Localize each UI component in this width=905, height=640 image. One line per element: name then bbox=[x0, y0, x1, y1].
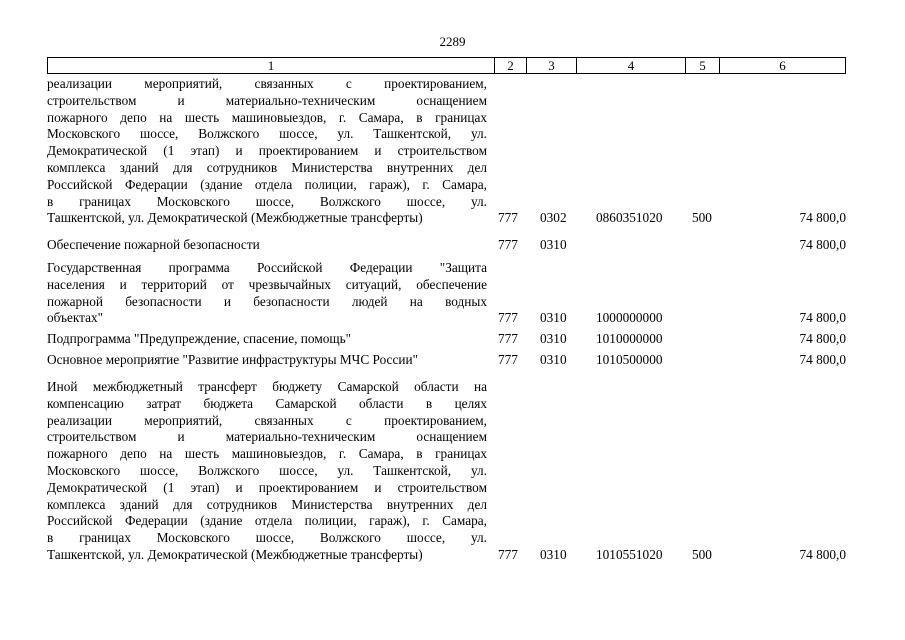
desc-line: в границах Московского шоссе, Волжского шоссе, ул. bbox=[47, 530, 487, 546]
desc-line: реализации мероприятий, связанных с проектированием, bbox=[47, 412, 487, 428]
cell-expense-type: 500 bbox=[692, 547, 712, 562]
cell-amount: 74 800,0 bbox=[799, 237, 846, 252]
desc-line: Государственная программа Российской Федерации "Защита bbox=[47, 260, 487, 275]
header-col-1: 1 bbox=[48, 58, 495, 73]
cell-section-code: 0310 bbox=[540, 237, 567, 252]
row-description bbox=[47, 352, 487, 369]
row-description bbox=[47, 379, 487, 564]
desc-line: пожарного депо на шесть машиновыездов, г. Самара, в границах bbox=[47, 109, 487, 125]
row-description bbox=[47, 237, 487, 254]
desc-line: комплекса зданий для сотрудников Министерства внутренних дел bbox=[47, 159, 487, 175]
desc-line: Основное мероприятие "Развитие инфраструктуры МЧС России" bbox=[47, 352, 419, 367]
desc-line: комплекса зданий для сотрудников Министерства внутренних дел bbox=[47, 496, 487, 512]
header-col-4: 4 bbox=[577, 58, 686, 73]
cell-section-code: 0310 bbox=[540, 352, 567, 367]
desc-line: реализации мероприятий, связанных с проектированием, bbox=[47, 76, 487, 91]
header-col-2: 2 bbox=[495, 58, 527, 73]
cell-expense-type: 500 bbox=[692, 210, 712, 225]
cell-section-code: 0310 bbox=[540, 331, 567, 346]
table-row bbox=[47, 352, 846, 370]
desc-line: Обеспечение пожарной безопасности bbox=[47, 237, 260, 252]
desc-line: Иной межбюджетный трансферт бюджету Самарской области на bbox=[47, 379, 487, 394]
cell-target-code: 1010500000 bbox=[596, 352, 663, 367]
cell-amount: 74 800,0 bbox=[799, 331, 846, 346]
header-col-6: 6 bbox=[779, 58, 786, 73]
desc-line: Ташкентской, ул. Демократической (Межбюджетные трансферты) bbox=[47, 210, 423, 226]
cell-target-code: 1010000000 bbox=[596, 331, 663, 346]
page-number: 2289 bbox=[439, 34, 466, 49]
cell-ministry-code: 777 bbox=[498, 210, 518, 225]
desc-line: Российской Федерации (здание отдела полиции, гараж), г. Самара, bbox=[47, 513, 487, 529]
cell-amount: 74 800,0 bbox=[799, 547, 846, 562]
header-col-3: 3 bbox=[527, 58, 577, 73]
table-row bbox=[47, 76, 846, 228]
desc-line: Демократической (1 этап) и проектированием и строительством bbox=[47, 143, 487, 159]
cell-amount: 74 800,0 bbox=[799, 310, 846, 325]
table-row bbox=[47, 379, 846, 569]
desc-line: Подпрограмма "Предупреждение, спасение, помощь" bbox=[47, 331, 352, 346]
desc-line: Ташкентской, ул. Демократической (Межбюджетные трансферты) bbox=[47, 546, 423, 562]
desc-line: объектах" bbox=[47, 310, 104, 326]
table-header bbox=[47, 57, 846, 74]
row-description bbox=[47, 76, 487, 227]
cell-section-code: 0310 bbox=[540, 310, 567, 325]
desc-line: Московского шоссе, Волжского шоссе, ул. Ташкентской, ул. bbox=[47, 126, 487, 142]
desc-line: пожарной безопасности и безопасности людей на водных bbox=[47, 293, 487, 309]
desc-line: пожарного депо на шесть машиновыездов, г. Самара, в границах bbox=[47, 446, 487, 462]
cell-ministry-code: 777 bbox=[498, 237, 518, 252]
cell-ministry-code: 777 bbox=[498, 331, 518, 346]
desc-line: компенсацию затрат бюджета Самарской области в целях bbox=[47, 395, 487, 411]
cell-section-code: 0310 bbox=[540, 547, 567, 562]
cell-target-code: 1000000000 bbox=[596, 310, 663, 325]
row-description bbox=[47, 260, 487, 327]
desc-line: Московского шоссе, Волжского шоссе, ул. Ташкентской, ул. bbox=[47, 462, 487, 478]
cell-target-code: 0860351020 bbox=[596, 210, 663, 225]
desc-line: населения и территорий от чрезвычайных ситуаций, обеспечение bbox=[47, 276, 487, 292]
desc-line: в границах Московского шоссе, Волжского шоссе, ул. bbox=[47, 193, 487, 209]
desc-line: Российской Федерации (здание отдела полиции, гараж), г. Самара, bbox=[47, 176, 487, 192]
cell-amount: 74 800,0 bbox=[799, 210, 846, 225]
header-col-5: 5 bbox=[686, 58, 720, 73]
row-description bbox=[47, 331, 487, 348]
table-row bbox=[47, 331, 846, 349]
desc-line: строительством и материально-техническим оснащением bbox=[47, 92, 487, 108]
cell-section-code: 0302 bbox=[540, 210, 567, 225]
cell-amount: 74 800,0 bbox=[799, 352, 846, 367]
desc-line: Демократической (1 этап) и проектированием и строительством bbox=[47, 479, 487, 495]
cell-ministry-code: 777 bbox=[498, 547, 518, 562]
cell-target-code: 1010551020 bbox=[596, 547, 663, 562]
cell-ministry-code: 777 bbox=[498, 310, 518, 325]
table-row bbox=[47, 260, 846, 328]
desc-line: строительством и материально-техническим оснащением bbox=[47, 429, 487, 445]
cell-ministry-code: 777 bbox=[498, 352, 518, 367]
table-row bbox=[47, 237, 846, 255]
